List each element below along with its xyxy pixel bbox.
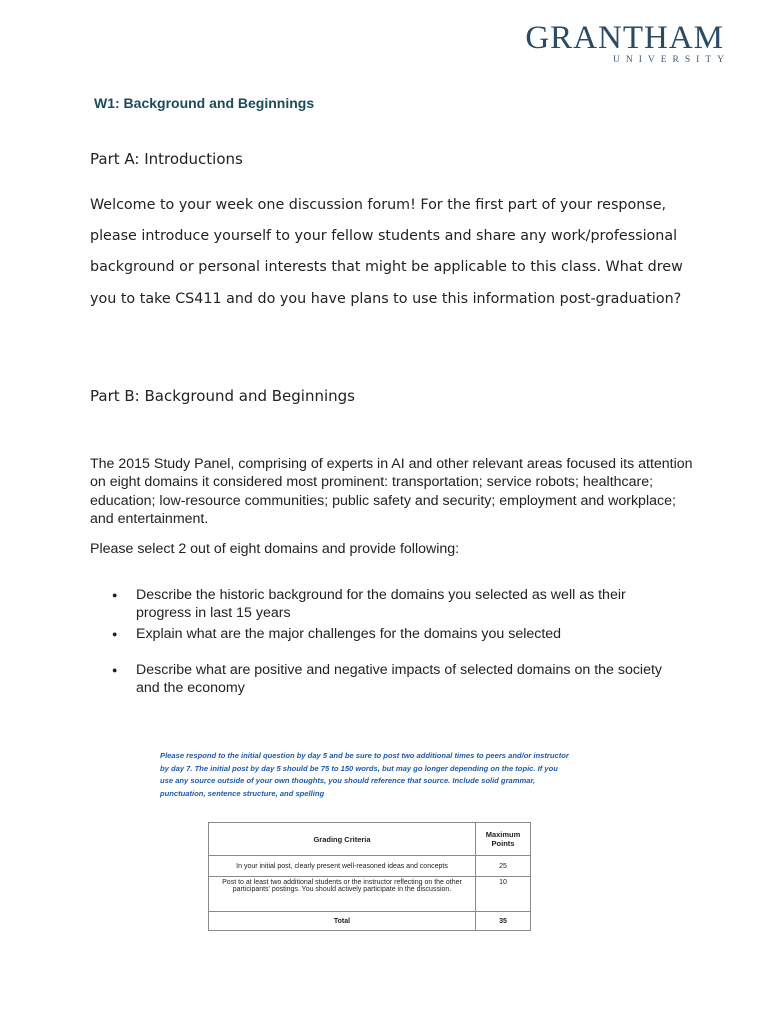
criteria-cell: In your initial post, clearly present well-reasoned ideas and concepts [209, 856, 476, 877]
logo-sub: UNIVERSITY [613, 55, 730, 65]
list-item: ● Describe the historic background for the domains you selected as well as their progress in last 15 years [110, 586, 680, 623]
part-b-heading: Part B: Background and Beginnings [90, 387, 355, 405]
requirements-list [110, 586, 680, 697]
list-item: ● Explain what are the major challenges for the domains you selected [110, 625, 680, 643]
part-a-heading: Part A: Introductions [90, 150, 243, 168]
logo-name: GRANTHAM [525, 20, 724, 56]
max-points-header: Maximum Points [476, 823, 531, 856]
part-b-instruction: Please select 2 out of eight domains and provide following: [90, 541, 460, 557]
list-item: ● Describe what are positive and negative impacts of selected domains on the society and the economy [110, 661, 680, 698]
grading-table [208, 822, 531, 931]
points-cell: 25 [476, 856, 531, 877]
part-a-body: Welcome to your week one discussion forum! For the first part of your response, please introduce yourself to your fellow students and share any work/professional background or personal interests that might be applicable to this class. What drew you to take CS411 and do you have plans to use this information post-graduation? [90, 197, 683, 307]
grading-criteria-header: Grading Criteria [209, 823, 476, 856]
page-title: W1: Background and Beginnings [94, 95, 315, 111]
total-label: Total [209, 912, 476, 931]
criteria-cell: Post to at least two additional students or the instructor reflecting on the other participants' postings. You should actively participate in the discussion. [209, 877, 476, 912]
table-row [209, 856, 531, 877]
table-row [209, 877, 531, 912]
points-cell: 10 [476, 877, 531, 912]
posting-instructions: Please respond to the initial question by day 5 and be sure to post two additional times to peers and/or instructor by day 7. The initial post by day 5 should be 75 to 150 words, but may go longer depending on the topic. If you use any source outside of your own thoughts, you should reference that source. Include solid grammar, punctuation, sentence structure, and spelling [160, 751, 569, 798]
grantham-logo [525, 20, 730, 65]
part-b-paragraph: The 2015 Study Panel, comprising of experts in AI and other relevant areas focused its attention on eight domains it considered most prominent: transportation; service robots; healthcare; education; low-resource communities; public safety and security; employment and workplace; and entertainment. [90, 456, 693, 527]
table-row [209, 912, 531, 931]
total-points: 35 [476, 912, 531, 931]
